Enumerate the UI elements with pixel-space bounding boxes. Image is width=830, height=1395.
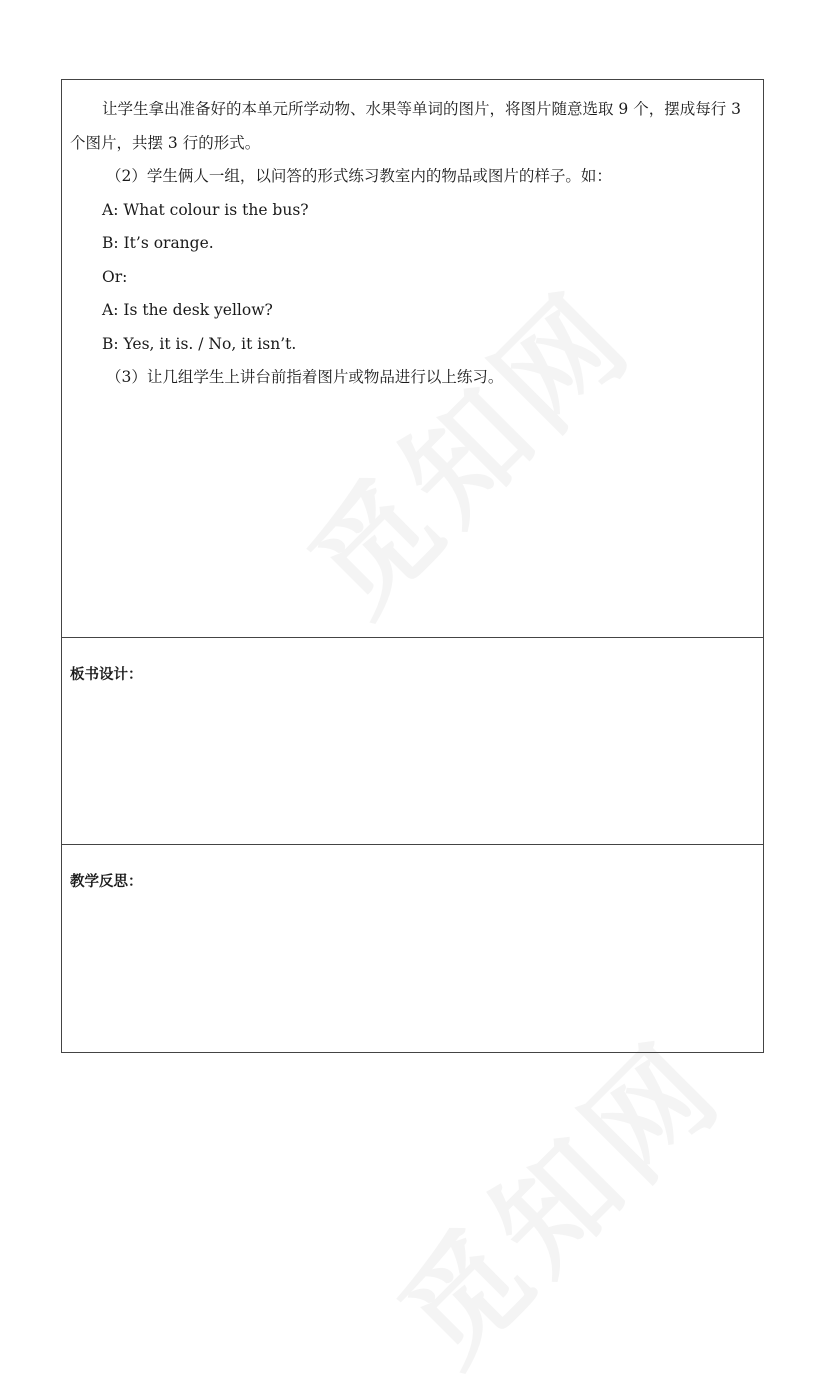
step-2: （2）学生俩人一组，以问答的形式练习教室内的物品或图片的样子。如： bbox=[106, 167, 612, 185]
teaching-reflection-title: 教学反思： bbox=[70, 874, 143, 890]
table-row bbox=[62, 845, 764, 1053]
step-3: （3）让几组学生上讲台前指着图片或物品进行以上练习。 bbox=[106, 368, 504, 386]
or-label: Or: bbox=[102, 267, 128, 286]
lesson-content-cell bbox=[62, 80, 764, 638]
dialog-line: A: Is the desk yellow? bbox=[102, 301, 273, 319]
watermark bbox=[356, 997, 753, 1394]
table-row bbox=[62, 80, 764, 638]
paragraph-intro: 让学生拿出准备好的本单元所学动物、水果等单词的图片，将图片随意选取 9 个，摆成每行 3 个图片，共摆 3 行的形式。 bbox=[70, 100, 742, 152]
table-row bbox=[62, 638, 764, 845]
dialog-line: B: Yes, it is. / No, it isn’t. bbox=[102, 334, 297, 353]
lesson-plan-table bbox=[61, 79, 764, 1053]
dialog-line: B: It’s orange. bbox=[102, 234, 214, 252]
lesson-content bbox=[62, 80, 763, 395]
dialog-line: A: What colour is the bus? bbox=[102, 200, 309, 219]
board-design-cell bbox=[62, 638, 764, 845]
board-design-title: 板书设计： bbox=[70, 667, 143, 683]
teaching-reflection-cell bbox=[62, 845, 764, 1053]
